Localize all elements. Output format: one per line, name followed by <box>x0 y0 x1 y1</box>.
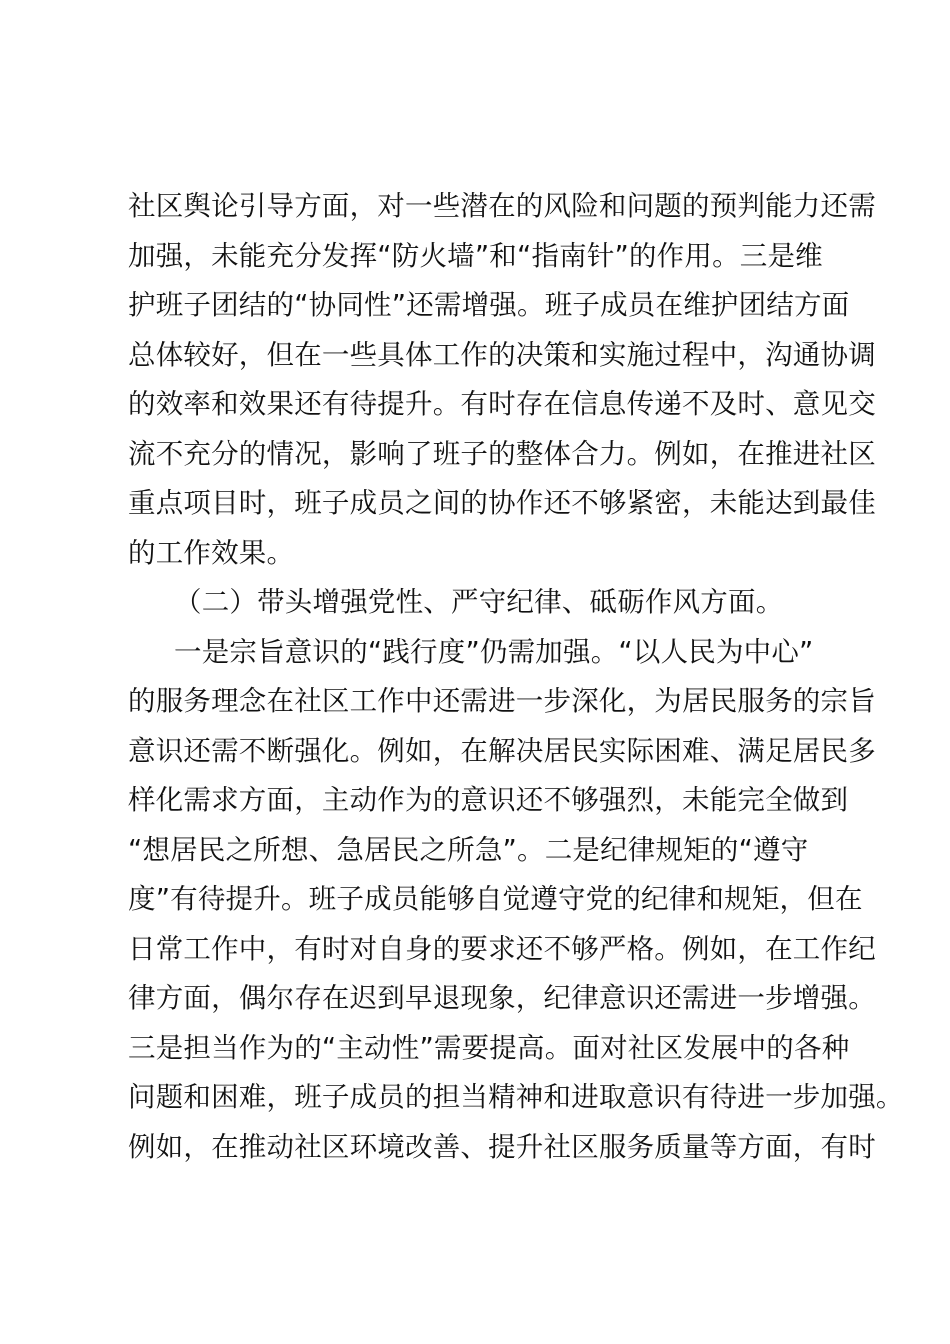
text-line: 重点项目时，班子成员之间的协作还不够紧密，未能达到最佳 <box>128 487 876 519</box>
text-line: 问题和困难，班子成员的担当精神和进取意识有待进一步加强。 <box>128 1081 904 1113</box>
paragraph-start-line: 一是宗旨意识的“践行度”仍需加强。“以人民为中心” <box>174 635 814 668</box>
text-line: 社区舆论引导方面，对一些潜在的风险和问题的预判能力还需 <box>128 190 876 222</box>
text-line: 样化需求方面，主动作为的意识还不够强烈，未能完全做到 <box>128 784 849 816</box>
text-line: 流不充分的情况，影响了班子的整体合力。例如，在推进社区 <box>128 437 876 470</box>
text-line: 例如，在推动社区环境改善、提升社区服务质量等方面，有时 <box>128 1130 876 1163</box>
text-line: 的效率和效果还有待提升。有时存在信息传递不及时、意见交 <box>128 388 876 420</box>
text-line: 三是担当作为的“主动性”需要提高。面对社区发展中的各种 <box>128 1031 850 1064</box>
text-line: 意识还需不断强化。例如，在解决居民实际困难、满足居民多 <box>128 734 876 767</box>
text-line: “想居民之所想、急居民之所急”。二是纪律规矩的“遵守 <box>128 833 809 866</box>
text-line: 的工作效果。 <box>128 536 295 569</box>
text-line: 加强，未能充分发挥“防火墙”和“指南针”的作用。三是维 <box>128 239 823 272</box>
text-line: 日常工作中，有时对自身的要求还不够严格。例如，在工作纪 <box>128 932 876 965</box>
document-body <box>128 182 904 1172</box>
section-heading: （二）带头增强党性、严守纪律、砥砺作风方面。 <box>174 586 784 618</box>
text-line: 律方面，偶尔存在迟到早退现象，纪律意识还需进一步增强。 <box>128 982 876 1014</box>
text-line: 的服务理念在社区工作中还需进一步深化，为居民服务的宗旨 <box>128 685 876 717</box>
text-line: 度”有待提升。班子成员能够自觉遵守党的纪律和规矩，但在 <box>128 883 863 915</box>
text-line: 总体较好，但在一些具体工作的决策和实施过程中，沟通协调 <box>128 338 876 371</box>
text-line: 护班子团结的“协同性”还需增强。班子成员在维护团结方面 <box>128 289 850 321</box>
